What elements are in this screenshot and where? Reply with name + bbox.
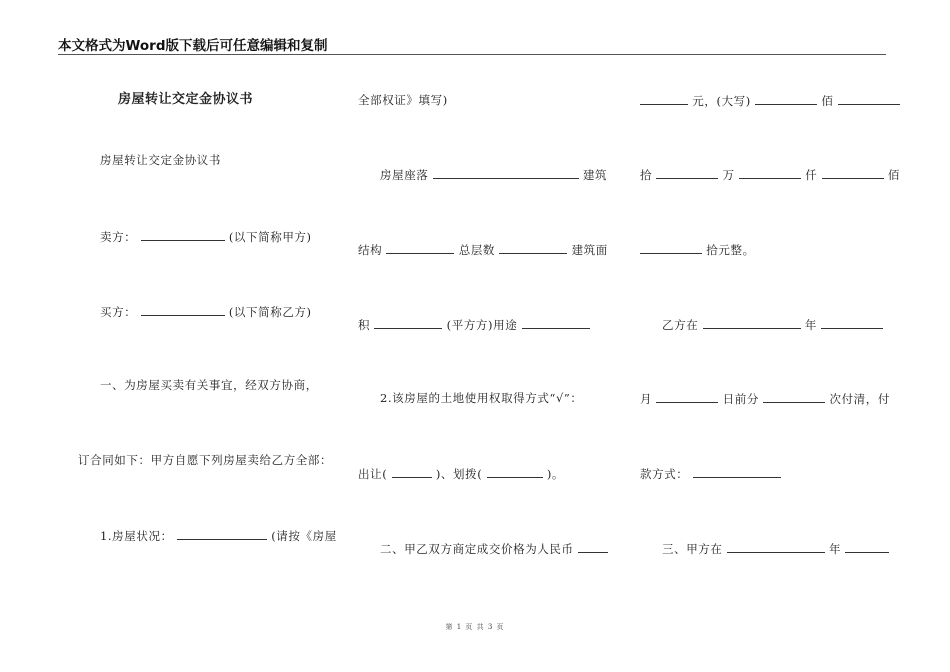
year-label: 年 <box>804 318 817 332</box>
shi-yuan-blank <box>640 242 702 254</box>
clause-1: 一、为房屋买卖有关事宜，经双方协商， <box>100 378 318 392</box>
amount-line-3 <box>640 242 755 257</box>
clause-3-line <box>662 541 889 556</box>
party-b-line <box>662 317 883 332</box>
qian-label: 仟 <box>805 168 818 182</box>
location-label: 房屋座落 <box>380 168 429 182</box>
year2-blank <box>845 541 889 553</box>
document-title: 房屋转让交定金协议书 <box>118 92 254 107</box>
area-line <box>358 317 590 332</box>
method-blank <box>693 466 781 478</box>
amount-blank <box>640 93 688 105</box>
use-blank <box>522 317 590 329</box>
buyer-blank <box>141 304 225 316</box>
seller-suffix: (以下简称甲方) <box>228 230 312 244</box>
floors-label: 总层数 <box>458 243 496 257</box>
clause-1-continued: 订合同如下：甲方自愿下列房屋卖给乙方全部： <box>78 453 333 467</box>
area-label: 建筑面 <box>571 243 608 257</box>
clause-3-blank <box>727 541 825 553</box>
location-suffix: 建筑 <box>582 168 608 182</box>
party-b-blank <box>703 317 801 329</box>
item-1-suffix: (请按《房屋 <box>271 529 337 543</box>
method-line <box>640 466 781 481</box>
document-header: 本文格式为Word版下载后可任意编辑和复制 <box>58 34 886 55</box>
end-mark: )。 <box>546 467 565 481</box>
seller-line <box>100 229 312 244</box>
area-blank <box>374 317 442 329</box>
bai-trailing-blank <box>838 93 900 105</box>
price-clause: 二、甲乙双方商定成交价格为人民币 <box>380 542 574 556</box>
buyer-label: 买方： <box>100 305 137 319</box>
cert-note: 全部权证》填写) <box>358 93 448 107</box>
amount-line-1 <box>640 93 900 108</box>
allocate-label: )、划拨( <box>435 467 483 481</box>
price-clause-line <box>380 541 608 556</box>
sub-title: 房屋转让交定金协议书 <box>100 153 221 167</box>
pay-label: 次付清，付 <box>829 392 890 406</box>
bai2-label: 佰 <box>887 168 901 182</box>
bai-label: 佰 <box>821 94 834 108</box>
item-1-blank <box>177 528 267 540</box>
amount-line-2 <box>640 167 900 182</box>
buyer-suffix: (以下简称乙方) <box>228 305 312 319</box>
party-b-label: 乙方在 <box>662 318 699 332</box>
area-prefix: 积 <box>358 318 371 332</box>
installment-blank <box>763 391 825 403</box>
structure-label: 结构 <box>358 243 383 257</box>
transfer-line <box>358 466 564 481</box>
location-blank <box>433 167 579 179</box>
yuan-label: 元，(大写) <box>692 94 751 108</box>
location-line <box>380 167 607 182</box>
shi-blank <box>656 167 718 179</box>
allocate-blank <box>487 466 543 478</box>
structure-blank <box>386 242 454 254</box>
year-blank <box>821 317 883 329</box>
bai-blank <box>755 93 817 105</box>
shi-label: 拾 <box>640 168 653 182</box>
area-unit: (平方方)用途 <box>446 318 518 332</box>
seller-blank <box>141 229 225 241</box>
floors-blank <box>499 242 567 254</box>
transfer-label: 出让( <box>358 467 388 481</box>
land-use-line: 2.该房屋的土地使用权取得方式“√”： <box>380 391 583 405</box>
year2-label: 年 <box>829 542 842 556</box>
page-footer: 第 1 页 共 3 页 <box>445 623 505 631</box>
qian-blank <box>822 167 884 179</box>
transfer-blank <box>392 466 432 478</box>
shi-yuan-label: 拾元整。 <box>706 243 755 257</box>
structure-line <box>358 242 608 257</box>
clause-3-label: 三、甲方在 <box>662 542 723 556</box>
payment-line <box>640 391 890 406</box>
seller-label: 卖方： <box>100 230 137 244</box>
day-label: 日前分 <box>722 392 759 406</box>
item-1-label: 1.房屋状况： <box>100 529 173 543</box>
method-label: 款方式： <box>640 467 689 481</box>
month-blank <box>656 391 718 403</box>
month-label: 月 <box>640 392 653 406</box>
price-blank <box>578 541 608 553</box>
item-1-line <box>100 528 337 543</box>
buyer-line <box>100 304 312 319</box>
wan-blank <box>739 167 801 179</box>
wan-label: 万 <box>722 168 735 182</box>
